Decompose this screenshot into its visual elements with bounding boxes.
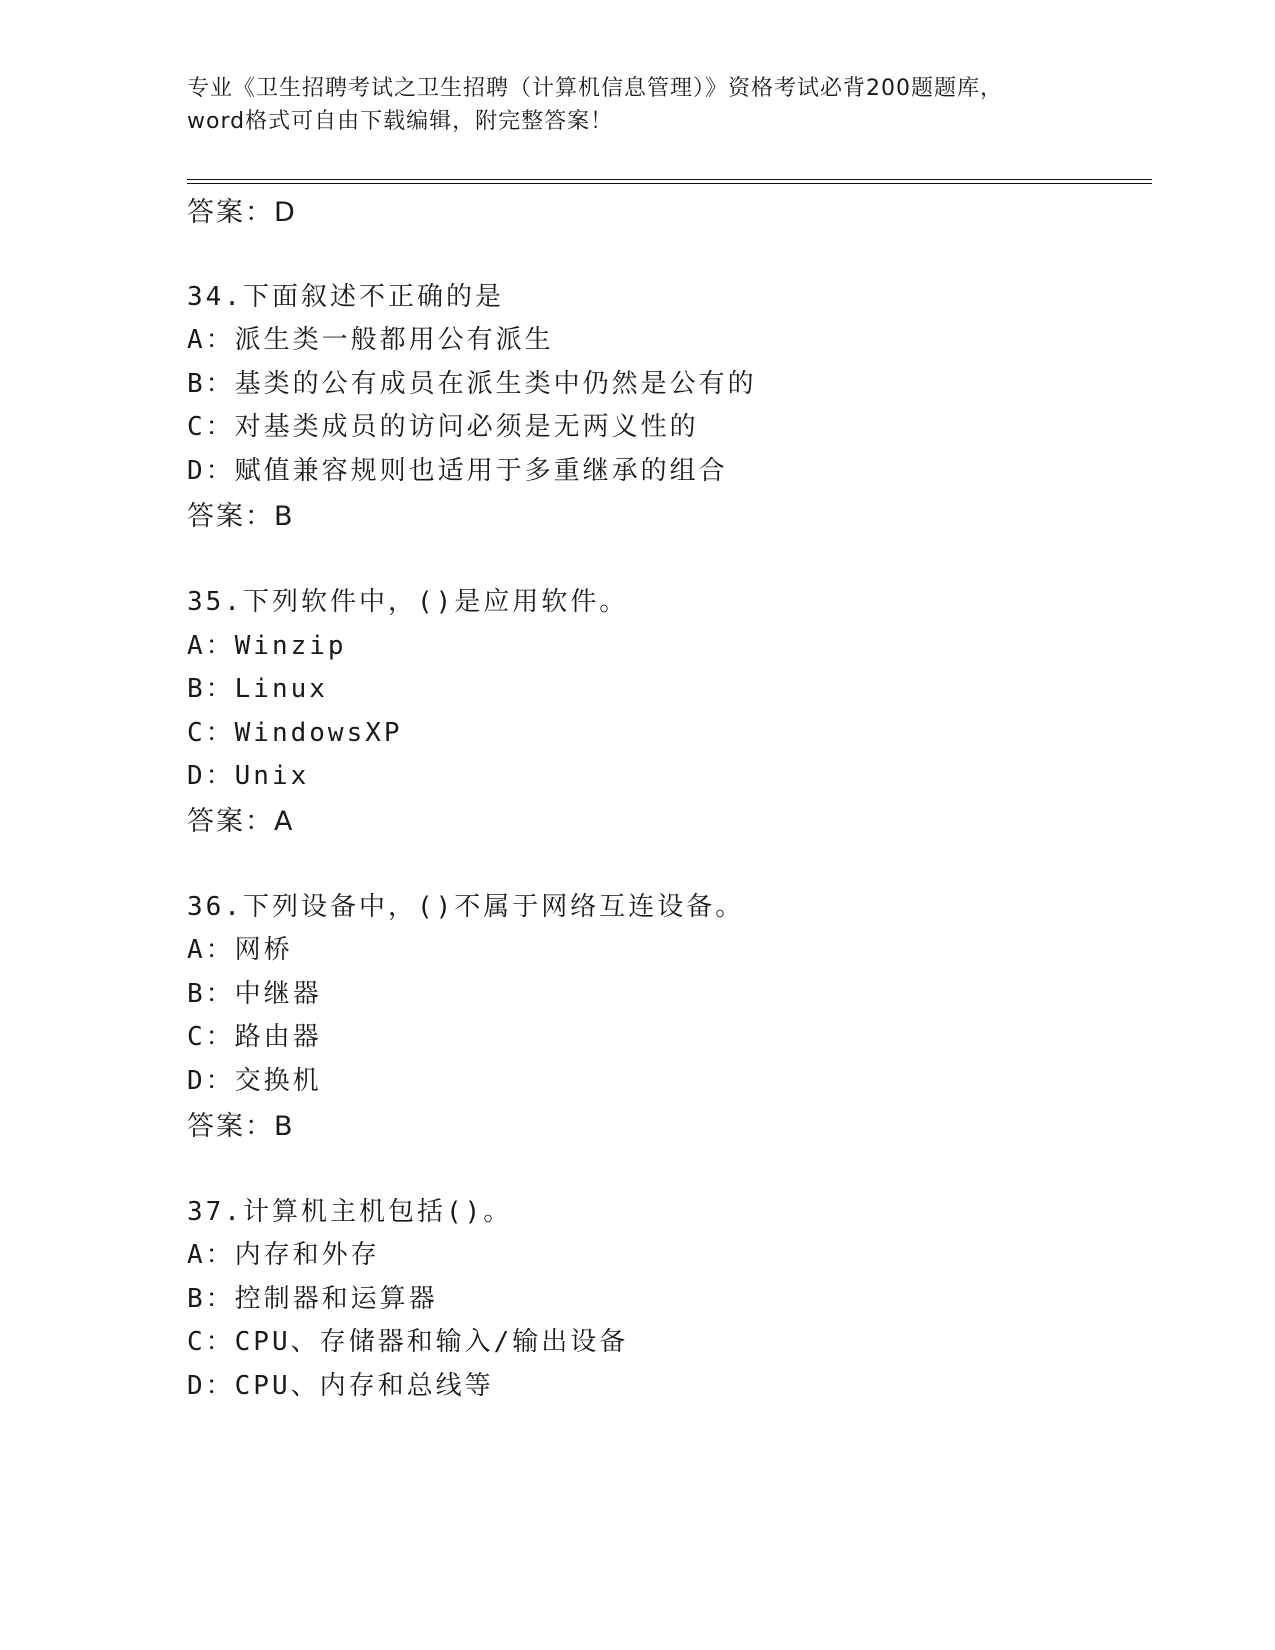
option-36-a: A：网桥 xyxy=(187,935,293,965)
option-37-b: B：控制器和运算器 xyxy=(187,1284,438,1314)
answer-34: 答案：B xyxy=(187,501,295,532)
header-divider-bottom xyxy=(187,183,1152,184)
option-37-d: D：CPU、内存和总线等 xyxy=(187,1371,494,1401)
answer-35: 答案：A xyxy=(187,806,295,837)
header-line-1: 专业《卫生招聘考试之卫生招聘（计算机信息管理）》资格考试必背200题题库， xyxy=(187,76,1003,101)
option-36-c: C：路由器 xyxy=(187,1022,322,1052)
answer-36: 答案：B xyxy=(187,1111,295,1142)
answer-33: 答案：D xyxy=(187,197,297,228)
option-35-a: A：Winzip xyxy=(187,631,347,661)
question-34: 34.下面叙述不正确的是 xyxy=(187,282,504,312)
option-35-b: B：Linux xyxy=(187,674,328,704)
question-37: 37.计算机主机包括()。 xyxy=(187,1197,513,1227)
option-37-a: A：内存和外存 xyxy=(187,1240,380,1270)
option-37-c: C：CPU、存储器和输入/输出设备 xyxy=(187,1327,629,1357)
option-36-d: D：交换机 xyxy=(187,1066,322,1096)
option-34-d: D：赋值兼容规则也适用于多重继承的组合 xyxy=(187,456,728,486)
option-35-d: D：Unix xyxy=(187,761,310,791)
option-36-b: B：中继器 xyxy=(187,979,322,1009)
question-36: 36.下列设备中，()不属于网络互连设备。 xyxy=(187,892,745,922)
option-34-b: B：基类的公有成员在派生类中仍然是公有的 xyxy=(187,369,757,399)
question-35: 35.下列软件中，()是应用软件。 xyxy=(187,587,629,617)
option-34-c: C：对基类成员的访问必须是无两义性的 xyxy=(187,412,699,442)
document-header xyxy=(187,72,1087,138)
header-line-2: word格式可自由下载编辑，附完整答案！ xyxy=(187,109,614,134)
option-34-a: A：派生类一般都用公有派生 xyxy=(187,325,554,355)
header-divider-top xyxy=(187,179,1152,180)
option-35-c: C：WindowsXP xyxy=(187,718,403,748)
